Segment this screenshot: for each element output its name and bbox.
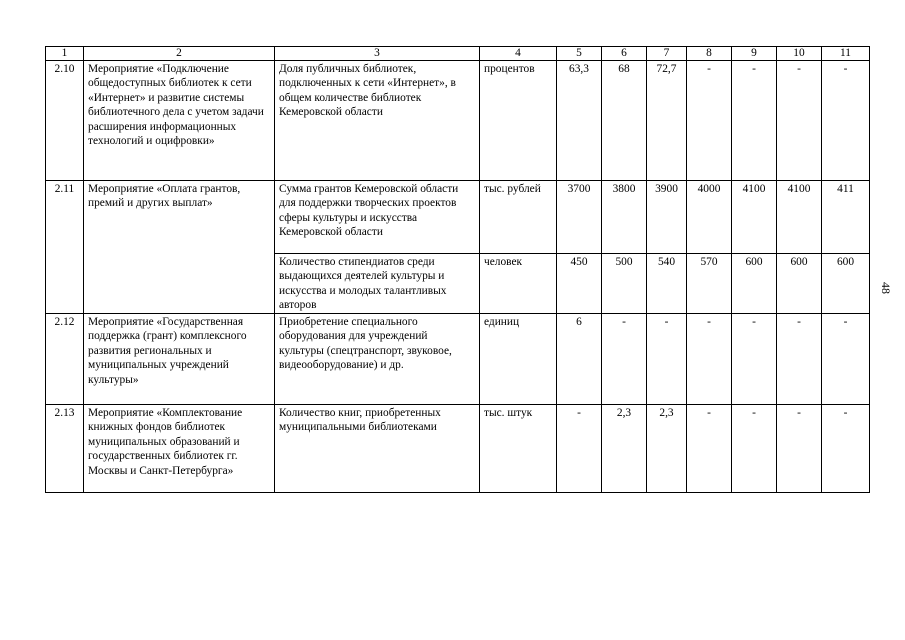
value-cell: - bbox=[647, 314, 687, 405]
indicator-cell: Количество книг, приобретенных муниципальными библиотеками bbox=[275, 405, 480, 493]
row-number: 2.11 bbox=[46, 181, 84, 314]
value-cell: 570 bbox=[687, 254, 732, 314]
table-row bbox=[46, 405, 870, 493]
column-header: 5 bbox=[557, 47, 602, 61]
value-cell: - bbox=[602, 314, 647, 405]
event-cell: Мероприятие «Оплата грантов, премий и других выплат» bbox=[84, 181, 275, 314]
column-header: 7 bbox=[647, 47, 687, 61]
value-cell: 411 bbox=[822, 181, 870, 254]
table-row bbox=[46, 314, 870, 405]
event-cell: Мероприятие «Комплектование книжных фондов библиотек муниципальных образований и государственных библиотек гг. Москвы и Санкт-Петербурга» bbox=[84, 405, 275, 493]
unit-cell: тыс. штук bbox=[480, 405, 557, 493]
indicator-cell: Приобретение специального оборудования для учреждений культуры (спецтранспорт, звуковое, видеооборудование) и др. bbox=[275, 314, 480, 405]
unit-cell: единиц bbox=[480, 314, 557, 405]
value-cell: - bbox=[557, 405, 602, 493]
value-cell: - bbox=[777, 61, 822, 181]
column-header: 6 bbox=[602, 47, 647, 61]
column-header: 3 bbox=[275, 47, 480, 61]
value-cell: 4100 bbox=[777, 181, 822, 254]
table-row bbox=[46, 61, 870, 181]
value-cell: 2,3 bbox=[647, 405, 687, 493]
value-cell: - bbox=[732, 314, 777, 405]
event-cell: Мероприятие «Государственная поддержка (грант) комплексного развития региональных и муниципальных учреждений культуры» bbox=[84, 314, 275, 405]
value-cell: - bbox=[732, 405, 777, 493]
value-cell: 3800 bbox=[602, 181, 647, 254]
indicator-cell: Доля публичных библиотек, подключенных к сети «Интернет», в общем количестве библиотек Кемеровской области bbox=[275, 61, 480, 181]
value-cell: 3700 bbox=[557, 181, 602, 254]
value-cell: - bbox=[687, 314, 732, 405]
value-cell: 600 bbox=[822, 254, 870, 314]
value-cell: - bbox=[822, 405, 870, 493]
value-cell: - bbox=[777, 314, 822, 405]
column-header: 8 bbox=[687, 47, 732, 61]
value-cell: - bbox=[822, 61, 870, 181]
value-cell: 500 bbox=[602, 254, 647, 314]
indicator-cell: Количество стипендиатов среди выдающихся деятелей культуры и искусства и молодых талантливых авторов bbox=[275, 254, 480, 314]
row-number: 2.13 bbox=[46, 405, 84, 493]
value-cell: - bbox=[822, 314, 870, 405]
value-cell: 63,3 bbox=[557, 61, 602, 181]
column-header: 10 bbox=[777, 47, 822, 61]
indicators-table bbox=[45, 46, 870, 493]
column-header: 4 bbox=[480, 47, 557, 61]
row-number: 2.10 bbox=[46, 61, 84, 181]
value-cell: 540 bbox=[647, 254, 687, 314]
value-cell: 4000 bbox=[687, 181, 732, 254]
value-cell: 4100 bbox=[732, 181, 777, 254]
table-header-row bbox=[46, 47, 870, 61]
value-cell: - bbox=[732, 61, 777, 181]
value-cell: 72,7 bbox=[647, 61, 687, 181]
row-number: 2.12 bbox=[46, 314, 84, 405]
value-cell: - bbox=[687, 61, 732, 181]
value-cell: - bbox=[777, 405, 822, 493]
value-cell: - bbox=[687, 405, 732, 493]
value-cell: 600 bbox=[777, 254, 822, 314]
value-cell: 450 bbox=[557, 254, 602, 314]
value-cell: 2,3 bbox=[602, 405, 647, 493]
value-cell: 68 bbox=[602, 61, 647, 181]
value-cell: 3900 bbox=[647, 181, 687, 254]
unit-cell: тыс. рублей bbox=[480, 181, 557, 254]
value-cell: 600 bbox=[732, 254, 777, 314]
event-cell: Мероприятие «Подключение общедоступных библиотек к сети «Интернет» и развитие системы библиотечного дела с учетом задачи расширения информационных технологий и оцифровки» bbox=[84, 61, 275, 181]
column-header: 9 bbox=[732, 47, 777, 61]
indicator-cell: Сумма грантов Кемеровской области для поддержки творческих проектов сферы культуры и искусства Кемеровской области bbox=[275, 181, 480, 254]
page-number: 48 bbox=[879, 282, 893, 294]
column-header: 11 bbox=[822, 47, 870, 61]
unit-cell: человек bbox=[480, 254, 557, 314]
value-cell: 6 bbox=[557, 314, 602, 405]
column-header: 1 bbox=[46, 47, 84, 61]
column-header: 2 bbox=[84, 47, 275, 61]
table-row bbox=[46, 181, 870, 254]
unit-cell: процентов bbox=[480, 61, 557, 181]
